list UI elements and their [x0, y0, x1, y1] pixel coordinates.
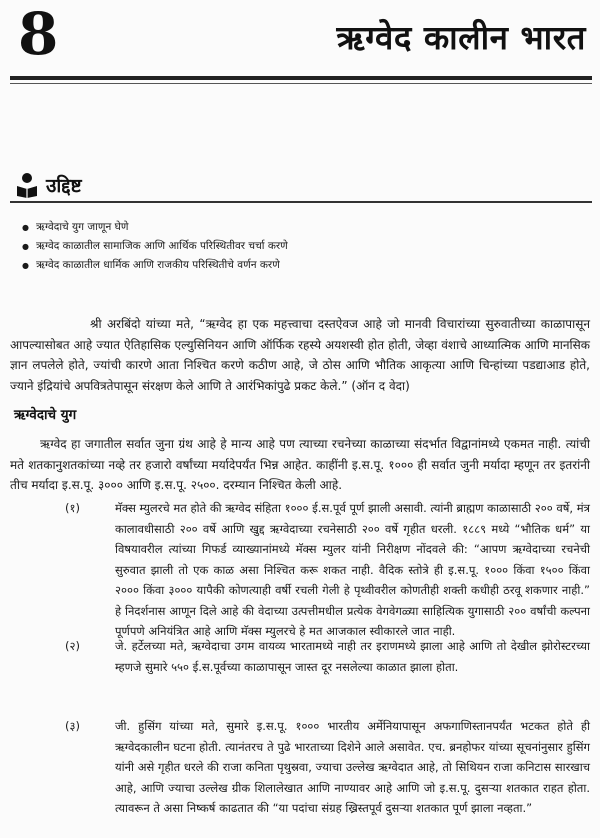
objectives-title: उद्दिष्ट: [46, 175, 82, 197]
section-paragraph: ऋग्वेद हा जगातील सर्वात जुना ग्रंथ आहे हे मान्य आहे पण त्याच्या रचनेच्या काळाच्या संदर्भात विद्वानांमध्ये एकमत नाही. त्यांची मते शतकानुशतकांच्या नव्हे तर हजारो वर्षांच्या मर्यादेपर्यंत भिन्न आहेत. काहींनी इ.स.पू. १००० ही सर्वात जुनी मर्यादा म्हणून तर इतरांनी तीच मर्यादा इ.स.पू. ३००० आणि इ.स.पू. २५००. दरम्यान निश्चित केली आहे.: [10, 437, 590, 492]
header-rule: [10, 76, 592, 80]
header-rule-thin: [10, 83, 592, 84]
chapter-number: 8: [18, 0, 59, 68]
opinion-number: (३): [65, 719, 80, 733]
objective-item: ● ऋग्वेद काळातील धार्मिक आणि राजकीय परिस्थितीचे वर्णन करणे: [22, 256, 288, 275]
reader-icon: [14, 172, 40, 198]
intro-paragraph: श्री अरबिंदो यांच्या मते, “ऋग्वेद हा एक महत्त्वाचा दस्तऐवज आहे जो मानवी विचारांच्या सुरुवातीच्या काळापासून आपल्यासोबत आहे ज्यात ऐतिहासिक एल्युसिनियन आणि ऑर्फिक रहस्ये अयशस्वी होत होती, जेव्हा वंशाचे आध्यात्मिक आणि मानसिक ज्ञान लपलेले होते, ज्यांची कारणे आता निश्चित करणे कठीण आहे, जे ठोस आणि भौतिक आकृत्या आणि चिन्हांच्या पडद्याआड होते, ज्याने इंद्रियांचे अपवित्रतेपासून संरक्षण केले आणि ते आरंभिकांपुढे प्रकट केले.” (ऑन द वेदा): [10, 317, 590, 393]
section-heading: ऋग्वेदाचे युग: [14, 407, 77, 423]
objectives-list: [22, 218, 288, 275]
opinion-text: मॅक्स म्युलरचे मत होते की ऋग्वेद संहिता १००० ई.स.पूर्व पूर्ण झाली असावी. त्यांनी ब्राह्मण काळासाठी २०० वर्षे, मंत्र कालावधीसाठी २०० वर्षे आणि खुद्द ऋग्वेदाच्या रचनेसाठी २०० वर्षे गृहीत धरली. १८८९ मध्ये “भौतिक धर्म” या विषयावरील त्यांच्या गिफर्ड व्याख्यानांमध्ये मॅक्स म्युलर यांनी निरीक्षण नोंदवले की: “आपण ऋग्वेदाच्या रचनेची सुरुवात झाली तो एक काळ असा निश्चित करू शकत नाही. वैदिक स्तोत्रे ही इ.स.पू. १००० किंवा १५०० किंवा २००० किंवा ३००० यापैकी कोणत्याही वर्षी रचली गेली हे पृथ्वीवरील कोणतीही शक्ती कधीही ठरवू शकणार नाही.” हे निदर्शनास आणून दिले आहे की वेदाच्या उत्पत्तीमधील प्रत्येक वेगवेगळ्या साहित्यिक युगासाठी २०० वर्षांची कल्पना पूर्णपणे अनियंत्रित आहे आणि मॅक्स म्युलरचे हे मत आजकाल स्वीकारले जात नाही.: [115, 501, 590, 638]
chapter-title: ऋग्वेद कालीन भारत: [336, 18, 586, 57]
opinion-text: जी. हुसिंग यांच्या मते, सुमारे इ.स.पू. १००० भारतीय अर्मेनियापासून अफगाणिस्तानपर्यंत भटकत होते ही ऋग्वेदकालीन घटना होती. त्यानंतरच ते पुढे भारताच्या दिशेने आले असावेत. एच. ब्रनहोफर यांच्या सूचनांनुसार हुसिंग यांनी असे गृहीत धरले की राजा कनिता पृथुस्रवा, ज्याचा उल्लेख ऋग्वेदात आहे, तो सिथियन राजा कनिटास सारखाच आहे, आणि ज्याचा उल्लेख ग्रीक शिलालेखात आणि नाण्यावर आहे आणि जो इ.स.पू. दुसऱ्या शतकात राहत होता. त्यावरून ते असा निष्कर्ष काढतात की “या पदांचा संग्रह ख्रिस्तपूर्व दुसऱ्या शतकात पूर्ण झाला नव्हता.”: [115, 719, 590, 815]
objectives-heading: [14, 172, 82, 198]
objective-item: ● ऋग्वेदाचे युग जाणून घेणे: [22, 218, 288, 237]
opinion-text: जे. हर्टेलच्या मते, ऋग्वेदाचा उगम वायव्य भारतामध्ये नाही तर इराणमध्ये झाला आहे आणि तो देखील झोरोस्टरच्या म्हणजे सुमारे ५५० ई.स.पूर्वच्या काळापासून जास्त दूर नसलेल्या काळात झाला होता.: [115, 639, 590, 674]
opinion-number: (२): [65, 639, 80, 653]
objective-item: ● ऋग्वेद काळातील सामाजिक आणि आर्थिक परिस्थितीवर चर्चा करणे: [22, 237, 288, 256]
opinion-number: (१): [65, 501, 80, 515]
objectives-divider: [10, 201, 592, 203]
